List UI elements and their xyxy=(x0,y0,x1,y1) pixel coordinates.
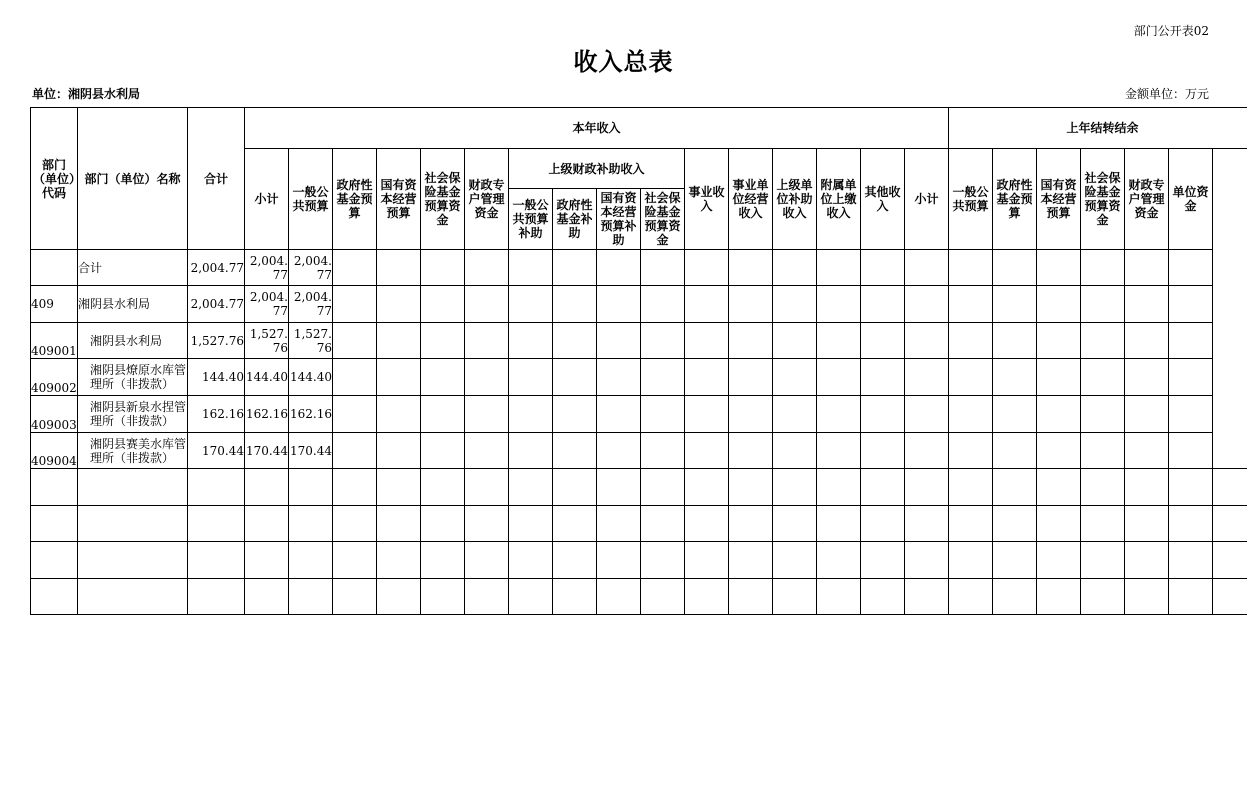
row-subtotal: 1,527.76 xyxy=(245,323,289,359)
row-code: 409003 xyxy=(31,396,78,433)
row-subtotal: 2,004.77 xyxy=(245,250,289,286)
row-name: 合计 xyxy=(78,250,188,286)
amount-unit: 金额单位：万元 xyxy=(1124,87,1209,101)
row-total: 162.16 xyxy=(188,396,245,433)
reporting-unit: 单位：湘阴县水利局 xyxy=(32,87,141,101)
header-py-gov-fund: 政府性基金预算 xyxy=(993,149,1037,250)
header-special-account: 财政专户管理资金 xyxy=(465,149,509,250)
row-total: 144.40 xyxy=(188,359,245,396)
row-code: 409 xyxy=(31,286,78,323)
header-subtotal: 小计 xyxy=(245,149,289,250)
header-affiliated-remit: 附属单位上缴收入 xyxy=(817,149,861,250)
header-superior-subsidy: 上级财政补助收入 xyxy=(509,149,685,189)
row-total: 2,004.77 xyxy=(188,286,245,323)
table-row xyxy=(31,323,1247,359)
header-py-general: 一般公共预算 xyxy=(949,149,993,250)
header-py-unit-funds: 单位资金 xyxy=(1169,149,1213,250)
header-sup-gov-fund: 政府性基金补助 xyxy=(553,189,597,250)
header-current-year-income: 本年收入 xyxy=(245,108,949,149)
header-business-income: 事业收入 xyxy=(685,149,729,250)
header-other-income: 其他收入 xyxy=(861,149,905,250)
header-state-capital: 国有资本经营预算 xyxy=(377,149,421,250)
row-general-budget: 1,527.76 xyxy=(289,323,333,359)
row-code: 409001 xyxy=(31,323,78,359)
row-subtotal: 2,004.77 xyxy=(245,286,289,323)
row-subtotal: 170.44 xyxy=(245,433,289,469)
row-name: 湘阴县水利局 xyxy=(78,323,188,359)
table-row xyxy=(31,286,1247,323)
table-row xyxy=(31,250,1247,286)
row-code xyxy=(31,250,78,286)
row-subtotal: 144.40 xyxy=(245,359,289,396)
header-name: 部门（单位）名称 xyxy=(78,108,188,250)
row-general-budget: 144.40 xyxy=(289,359,333,396)
empty-row xyxy=(31,542,1247,579)
table-row xyxy=(31,359,1247,396)
row-total: 1,527.76 xyxy=(188,323,245,359)
row-name: 湘阴县赛美水库管理所（非拨款） xyxy=(78,433,188,469)
row-name: 湘阴县燎原水库管理所（非拨款） xyxy=(78,359,188,396)
row-subtotal: 162.16 xyxy=(245,396,289,433)
row-general-budget: 162.16 xyxy=(289,396,333,433)
header-operating-income: 事业单位经营收入 xyxy=(729,149,773,250)
header-py-state-capital: 国有资本经营预算 xyxy=(1037,149,1081,250)
header-prior-year-carryover: 上年结转结余 xyxy=(949,108,1247,149)
header-total: 合计 xyxy=(188,108,245,250)
header-sup-general: 一般公共预算补助 xyxy=(509,189,553,250)
empty-row xyxy=(31,469,1247,506)
row-general-budget: 170.44 xyxy=(289,433,333,469)
header-py-subtotal: 小计 xyxy=(905,149,949,250)
row-name: 湘阴县水利局 xyxy=(78,286,188,323)
empty-row xyxy=(31,579,1247,615)
table-row xyxy=(31,396,1247,433)
table-row xyxy=(31,433,1247,469)
row-name: 湘阴县新泉水捏管理所（非拨款） xyxy=(78,396,188,433)
row-code: 409002 xyxy=(31,359,78,396)
form-number: 部门公开表02 xyxy=(1133,24,1209,38)
income-summary-table xyxy=(30,107,1247,615)
row-total: 170.44 xyxy=(188,433,245,469)
empty-row xyxy=(31,506,1247,542)
page-title: 收入总表 xyxy=(573,48,674,76)
row-general-budget: 2,004.77 xyxy=(289,286,333,323)
header-general-budget: 一般公共预算 xyxy=(289,149,333,250)
header-sup-social: 社会保险基金预算资金 xyxy=(641,189,685,250)
header-code: 部门（单位）代码 xyxy=(31,108,78,250)
header-superior-unit-subsidy: 上级单位补助收入 xyxy=(773,149,817,250)
header-sup-state-capital: 国有资本经营预算补助 xyxy=(597,189,641,250)
header-py-special: 财政专户管理资金 xyxy=(1125,149,1169,250)
row-general-budget: 2,004.77 xyxy=(289,250,333,286)
header-social-security: 社会保险基金预算资金 xyxy=(421,149,465,250)
row-total: 2,004.77 xyxy=(188,250,245,286)
header-gov-fund: 政府性基金预算 xyxy=(333,149,377,250)
header-py-social: 社会保险基金预算资金 xyxy=(1081,149,1125,250)
row-code: 409004 xyxy=(31,433,78,469)
